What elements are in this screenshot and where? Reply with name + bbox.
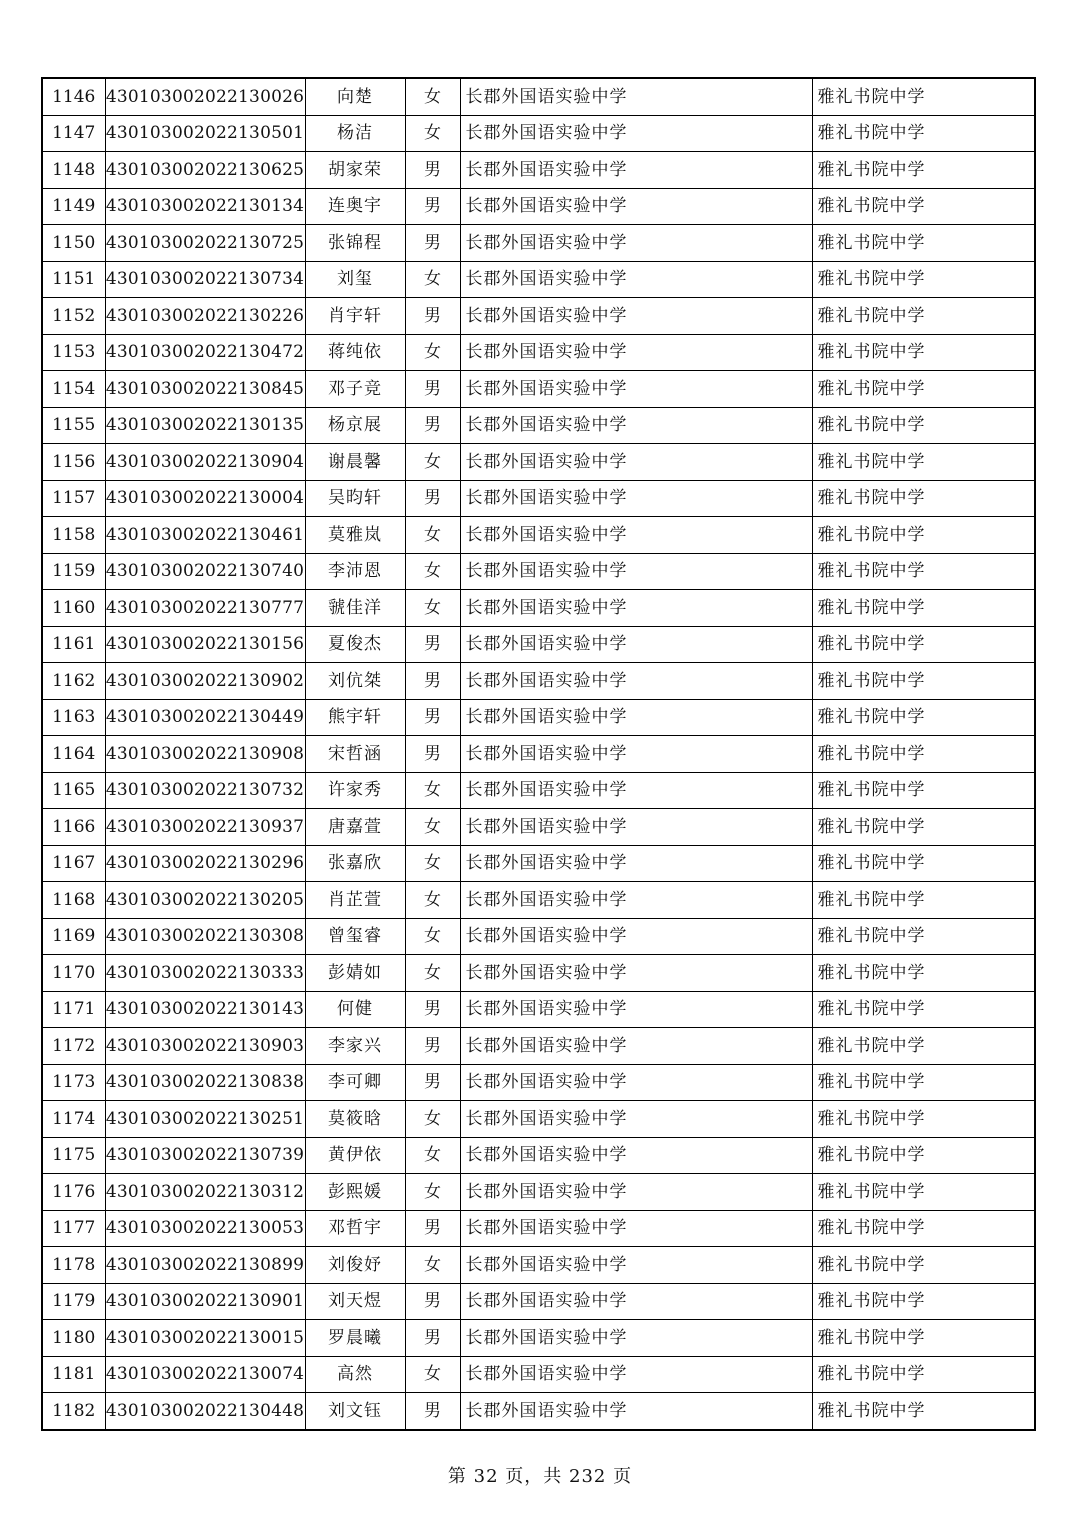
origin-school-cell: 长郡外国语实验中学 [460, 334, 812, 371]
student-name-cell: 连奥宇 [305, 188, 405, 225]
student-id-cell: 430103002022130461 [105, 517, 305, 554]
destination-school-cell: 雅礼书院中学 [812, 663, 1035, 700]
student-name-cell: 肖芷萱 [305, 882, 405, 919]
seq-cell: 1148 [42, 152, 105, 189]
seq-cell: 1146 [42, 78, 105, 115]
table-row [42, 78, 1035, 115]
seq-cell: 1157 [42, 480, 105, 517]
destination-school-cell: 雅礼书院中学 [812, 517, 1035, 554]
student-id-cell: 430103002022130312 [105, 1174, 305, 1211]
student-id-cell: 430103002022130732 [105, 772, 305, 809]
table-row [42, 590, 1035, 627]
seq-cell: 1168 [42, 882, 105, 919]
seq-cell: 1166 [42, 809, 105, 846]
student-name-cell: 虢佳洋 [305, 590, 405, 627]
seq-cell: 1175 [42, 1137, 105, 1174]
student-id-cell: 430103002022130296 [105, 845, 305, 882]
table-row [42, 736, 1035, 773]
gender-cell: 男 [405, 699, 460, 736]
table-row [42, 663, 1035, 700]
student-id-cell: 430103002022130734 [105, 261, 305, 298]
seq-cell: 1173 [42, 1064, 105, 1101]
origin-school-cell: 长郡外国语实验中学 [460, 261, 812, 298]
student-id-cell: 430103002022130904 [105, 444, 305, 481]
student-id-cell: 430103002022130226 [105, 298, 305, 335]
origin-school-cell: 长郡外国语实验中学 [460, 663, 812, 700]
gender-cell: 女 [405, 809, 460, 846]
table-row [42, 1320, 1035, 1357]
origin-school-cell: 长郡外国语实验中学 [460, 1064, 812, 1101]
destination-school-cell: 雅礼书院中学 [812, 553, 1035, 590]
student-name-cell: 莫筱晗 [305, 1101, 405, 1138]
gender-cell: 男 [405, 1320, 460, 1357]
destination-school-cell: 雅礼书院中学 [812, 444, 1035, 481]
student-id-cell: 430103002022130448 [105, 1393, 305, 1430]
gender-cell: 女 [405, 590, 460, 627]
page-number: 第 32 页，共 232 页 [447, 1466, 633, 1487]
seq-cell: 1172 [42, 1028, 105, 1065]
seq-cell: 1178 [42, 1247, 105, 1284]
origin-school-cell: 长郡外国语实验中学 [460, 1356, 812, 1393]
table-row [42, 444, 1035, 481]
gender-cell: 男 [405, 1210, 460, 1247]
origin-school-cell: 长郡外国语实验中学 [460, 699, 812, 736]
student-name-cell: 何健 [305, 991, 405, 1028]
seq-cell: 1160 [42, 590, 105, 627]
student-id-cell: 430103002022130501 [105, 115, 305, 152]
student-id-cell: 430103002022130053 [105, 1210, 305, 1247]
student-name-cell: 曾玺睿 [305, 918, 405, 955]
student-id-cell: 430103002022130902 [105, 663, 305, 700]
table-row [42, 1210, 1035, 1247]
student-name-cell: 莫雅岚 [305, 517, 405, 554]
destination-school-cell: 雅礼书院中学 [812, 1101, 1035, 1138]
gender-cell: 女 [405, 1174, 460, 1211]
table-row [42, 1393, 1035, 1430]
table-row [42, 1356, 1035, 1393]
origin-school-cell: 长郡外国语实验中学 [460, 480, 812, 517]
student-id-cell: 430103002022130625 [105, 152, 305, 189]
student-id-cell: 430103002022130156 [105, 626, 305, 663]
table-row [42, 991, 1035, 1028]
seq-cell: 1176 [42, 1174, 105, 1211]
student-id-cell: 430103002022130901 [105, 1283, 305, 1320]
destination-school-cell: 雅礼书院中学 [812, 371, 1035, 408]
table-row [42, 225, 1035, 262]
seq-cell: 1152 [42, 298, 105, 335]
student-name-cell: 罗晨曦 [305, 1320, 405, 1357]
destination-school-cell: 雅礼书院中学 [812, 845, 1035, 882]
seq-cell: 1165 [42, 772, 105, 809]
gender-cell: 女 [405, 1356, 460, 1393]
student-name-cell: 张锦程 [305, 225, 405, 262]
student-id-cell: 430103002022130472 [105, 334, 305, 371]
table-row [42, 1283, 1035, 1320]
gender-cell: 女 [405, 845, 460, 882]
destination-school-cell: 雅礼书院中学 [812, 809, 1035, 846]
seq-cell: 1154 [42, 371, 105, 408]
table-row [42, 553, 1035, 590]
seq-cell: 1181 [42, 1356, 105, 1393]
gender-cell: 女 [405, 78, 460, 115]
student-id-cell: 430103002022130899 [105, 1247, 305, 1284]
student-id-cell: 430103002022130134 [105, 188, 305, 225]
origin-school-cell: 长郡外国语实验中学 [460, 845, 812, 882]
destination-school-cell: 雅礼书院中学 [812, 298, 1035, 335]
origin-school-cell: 长郡外国语实验中学 [460, 991, 812, 1028]
seq-cell: 1169 [42, 918, 105, 955]
table-row [42, 1174, 1035, 1211]
seq-cell: 1162 [42, 663, 105, 700]
table-row [42, 918, 1035, 955]
seq-cell: 1182 [42, 1393, 105, 1430]
destination-school-cell: 雅礼书院中学 [812, 1320, 1035, 1357]
gender-cell: 男 [405, 1283, 460, 1320]
origin-school-cell: 长郡外国语实验中学 [460, 1174, 812, 1211]
origin-school-cell: 长郡外国语实验中学 [460, 371, 812, 408]
student-name-cell: 刘玺 [305, 261, 405, 298]
student-id-cell: 430103002022130903 [105, 1028, 305, 1065]
table-row [42, 334, 1035, 371]
destination-school-cell: 雅礼书院中学 [812, 991, 1035, 1028]
origin-school-cell: 长郡外国语实验中学 [460, 152, 812, 189]
gender-cell: 女 [405, 955, 460, 992]
table-row [42, 407, 1035, 444]
destination-school-cell: 雅礼书院中学 [812, 626, 1035, 663]
gender-cell: 男 [405, 1064, 460, 1101]
origin-school-cell: 长郡外国语实验中学 [460, 553, 812, 590]
roster-table [41, 77, 1036, 1431]
seq-cell: 1153 [42, 334, 105, 371]
gender-cell: 男 [405, 736, 460, 773]
student-name-cell: 夏俊杰 [305, 626, 405, 663]
student-id-cell: 430103002022130205 [105, 882, 305, 919]
gender-cell: 女 [405, 918, 460, 955]
table-row [42, 115, 1035, 152]
destination-school-cell: 雅礼书院中学 [812, 152, 1035, 189]
seq-cell: 1156 [42, 444, 105, 481]
seq-cell: 1164 [42, 736, 105, 773]
table-row [42, 699, 1035, 736]
gender-cell: 女 [405, 553, 460, 590]
seq-cell: 1170 [42, 955, 105, 992]
student-name-cell: 肖宇轩 [305, 298, 405, 335]
origin-school-cell: 长郡外国语实验中学 [460, 517, 812, 554]
table-row [42, 1101, 1035, 1138]
origin-school-cell: 长郡外国语实验中学 [460, 1137, 812, 1174]
student-id-cell: 430103002022130908 [105, 736, 305, 773]
destination-school-cell: 雅礼书院中学 [812, 736, 1035, 773]
table-row [42, 261, 1035, 298]
table-row [42, 298, 1035, 335]
destination-school-cell: 雅礼书院中学 [812, 918, 1035, 955]
destination-school-cell: 雅礼书院中学 [812, 882, 1035, 919]
student-id-cell: 430103002022130074 [105, 1356, 305, 1393]
student-name-cell: 彭熙媛 [305, 1174, 405, 1211]
destination-school-cell: 雅礼书院中学 [812, 1356, 1035, 1393]
seq-cell: 1150 [42, 225, 105, 262]
student-id-cell: 430103002022130308 [105, 918, 305, 955]
destination-school-cell: 雅礼书院中学 [812, 772, 1035, 809]
table-row [42, 1247, 1035, 1284]
destination-school-cell: 雅礼书院中学 [812, 1028, 1035, 1065]
student-id-cell: 430103002022130740 [105, 553, 305, 590]
destination-school-cell: 雅礼书院中学 [812, 1210, 1035, 1247]
seq-cell: 1161 [42, 626, 105, 663]
gender-cell: 男 [405, 663, 460, 700]
student-name-cell: 杨京展 [305, 407, 405, 444]
gender-cell: 男 [405, 626, 460, 663]
origin-school-cell: 长郡外国语实验中学 [460, 809, 812, 846]
destination-school-cell: 雅礼书院中学 [812, 590, 1035, 627]
gender-cell: 男 [405, 371, 460, 408]
table-row [42, 772, 1035, 809]
gender-cell: 男 [405, 225, 460, 262]
destination-school-cell: 雅礼书院中学 [812, 1174, 1035, 1211]
gender-cell: 女 [405, 261, 460, 298]
student-name-cell: 向楚 [305, 78, 405, 115]
table-row [42, 1064, 1035, 1101]
student-id-cell: 430103002022130333 [105, 955, 305, 992]
student-id-cell: 430103002022130143 [105, 991, 305, 1028]
seq-cell: 1167 [42, 845, 105, 882]
roster-table-body [42, 78, 1035, 1430]
destination-school-cell: 雅礼书院中学 [812, 78, 1035, 115]
destination-school-cell: 雅礼书院中学 [812, 188, 1035, 225]
destination-school-cell: 雅礼书院中学 [812, 225, 1035, 262]
seq-cell: 1174 [42, 1101, 105, 1138]
student-id-cell: 430103002022130845 [105, 371, 305, 408]
origin-school-cell: 长郡外国语实验中学 [460, 78, 812, 115]
student-name-cell: 胡家荣 [305, 152, 405, 189]
table-row [42, 626, 1035, 663]
student-name-cell: 邓哲宇 [305, 1210, 405, 1247]
origin-school-cell: 长郡外国语实验中学 [460, 955, 812, 992]
destination-school-cell: 雅礼书院中学 [812, 955, 1035, 992]
student-name-cell: 许家秀 [305, 772, 405, 809]
student-name-cell: 唐嘉萱 [305, 809, 405, 846]
origin-school-cell: 长郡外国语实验中学 [460, 225, 812, 262]
table-row [42, 1137, 1035, 1174]
gender-cell: 男 [405, 152, 460, 189]
destination-school-cell: 雅礼书院中学 [812, 480, 1035, 517]
destination-school-cell: 雅礼书院中学 [812, 115, 1035, 152]
table-row [42, 1028, 1035, 1065]
origin-school-cell: 长郡外国语实验中学 [460, 188, 812, 225]
table-row [42, 371, 1035, 408]
destination-school-cell: 雅礼书院中学 [812, 1393, 1035, 1430]
seq-cell: 1179 [42, 1283, 105, 1320]
gender-cell: 男 [405, 407, 460, 444]
table-row [42, 152, 1035, 189]
table-row [42, 188, 1035, 225]
table-row [42, 480, 1035, 517]
student-id-cell: 430103002022130777 [105, 590, 305, 627]
origin-school-cell: 长郡外国语实验中学 [460, 1283, 812, 1320]
student-id-cell: 430103002022130004 [105, 480, 305, 517]
table-row [42, 882, 1035, 919]
student-name-cell: 刘俊妤 [305, 1247, 405, 1284]
seq-cell: 1155 [42, 407, 105, 444]
student-name-cell: 李家兴 [305, 1028, 405, 1065]
origin-school-cell: 长郡外国语实验中学 [460, 1210, 812, 1247]
student-name-cell: 刘文钰 [305, 1393, 405, 1430]
student-name-cell: 杨洁 [305, 115, 405, 152]
student-name-cell: 高然 [305, 1356, 405, 1393]
student-name-cell: 蒋纯依 [305, 334, 405, 371]
seq-cell: 1163 [42, 699, 105, 736]
gender-cell: 女 [405, 115, 460, 152]
seq-cell: 1147 [42, 115, 105, 152]
student-id-cell: 430103002022130449 [105, 699, 305, 736]
gender-cell: 男 [405, 1028, 460, 1065]
origin-school-cell: 长郡外国语实验中学 [460, 772, 812, 809]
origin-school-cell: 长郡外国语实验中学 [460, 590, 812, 627]
gender-cell: 男 [405, 991, 460, 1028]
student-name-cell: 黄伊依 [305, 1137, 405, 1174]
student-id-cell: 430103002022130251 [105, 1101, 305, 1138]
origin-school-cell: 长郡外国语实验中学 [460, 115, 812, 152]
student-id-cell: 430103002022130838 [105, 1064, 305, 1101]
student-id-cell: 430103002022130015 [105, 1320, 305, 1357]
gender-cell: 女 [405, 772, 460, 809]
table-row [42, 955, 1035, 992]
origin-school-cell: 长郡外国语实验中学 [460, 918, 812, 955]
destination-school-cell: 雅礼书院中学 [812, 1137, 1035, 1174]
student-name-cell: 吴昀轩 [305, 480, 405, 517]
gender-cell: 女 [405, 334, 460, 371]
student-name-cell: 熊宇轩 [305, 699, 405, 736]
destination-school-cell: 雅礼书院中学 [812, 1247, 1035, 1284]
gender-cell: 男 [405, 480, 460, 517]
student-name-cell: 宋哲涵 [305, 736, 405, 773]
seq-cell: 1159 [42, 553, 105, 590]
gender-cell: 女 [405, 444, 460, 481]
destination-school-cell: 雅礼书院中学 [812, 699, 1035, 736]
origin-school-cell: 长郡外国语实验中学 [460, 407, 812, 444]
gender-cell: 男 [405, 188, 460, 225]
table-row [42, 517, 1035, 554]
origin-school-cell: 长郡外国语实验中学 [460, 626, 812, 663]
origin-school-cell: 长郡外国语实验中学 [460, 882, 812, 919]
origin-school-cell: 长郡外国语实验中学 [460, 1101, 812, 1138]
destination-school-cell: 雅礼书院中学 [812, 334, 1035, 371]
gender-cell: 女 [405, 1247, 460, 1284]
student-name-cell: 彭婧如 [305, 955, 405, 992]
destination-school-cell: 雅礼书院中学 [812, 1283, 1035, 1320]
origin-school-cell: 长郡外国语实验中学 [460, 1393, 812, 1430]
destination-school-cell: 雅礼书院中学 [812, 1064, 1035, 1101]
student-name-cell: 刘天煜 [305, 1283, 405, 1320]
origin-school-cell: 长郡外国语实验中学 [460, 1028, 812, 1065]
origin-school-cell: 长郡外国语实验中学 [460, 736, 812, 773]
gender-cell: 男 [405, 298, 460, 335]
student-name-cell: 谢晨馨 [305, 444, 405, 481]
student-id-cell: 430103002022130739 [105, 1137, 305, 1174]
origin-school-cell: 长郡外国语实验中学 [460, 444, 812, 481]
origin-school-cell: 长郡外国语实验中学 [460, 298, 812, 335]
gender-cell: 女 [405, 882, 460, 919]
student-id-cell: 430103002022130725 [105, 225, 305, 262]
student-name-cell: 李沛恩 [305, 553, 405, 590]
table-row [42, 809, 1035, 846]
seq-cell: 1149 [42, 188, 105, 225]
student-name-cell: 刘伉桀 [305, 663, 405, 700]
student-id-cell: 430103002022130937 [105, 809, 305, 846]
student-name-cell: 邓子竞 [305, 371, 405, 408]
student-id-cell: 430103002022130026 [105, 78, 305, 115]
origin-school-cell: 长郡外国语实验中学 [460, 1247, 812, 1284]
seq-cell: 1180 [42, 1320, 105, 1357]
gender-cell: 女 [405, 1101, 460, 1138]
student-name-cell: 张嘉欣 [305, 845, 405, 882]
student-id-cell: 430103002022130135 [105, 407, 305, 444]
seq-cell: 1177 [42, 1210, 105, 1247]
seq-cell: 1151 [42, 261, 105, 298]
origin-school-cell: 长郡外国语实验中学 [460, 1320, 812, 1357]
seq-cell: 1158 [42, 517, 105, 554]
gender-cell: 男 [405, 1393, 460, 1430]
student-name-cell: 李可卿 [305, 1064, 405, 1101]
seq-cell: 1171 [42, 991, 105, 1028]
gender-cell: 女 [405, 517, 460, 554]
destination-school-cell: 雅礼书院中学 [812, 261, 1035, 298]
table-row [42, 845, 1035, 882]
gender-cell: 女 [405, 1137, 460, 1174]
destination-school-cell: 雅礼书院中学 [812, 407, 1035, 444]
